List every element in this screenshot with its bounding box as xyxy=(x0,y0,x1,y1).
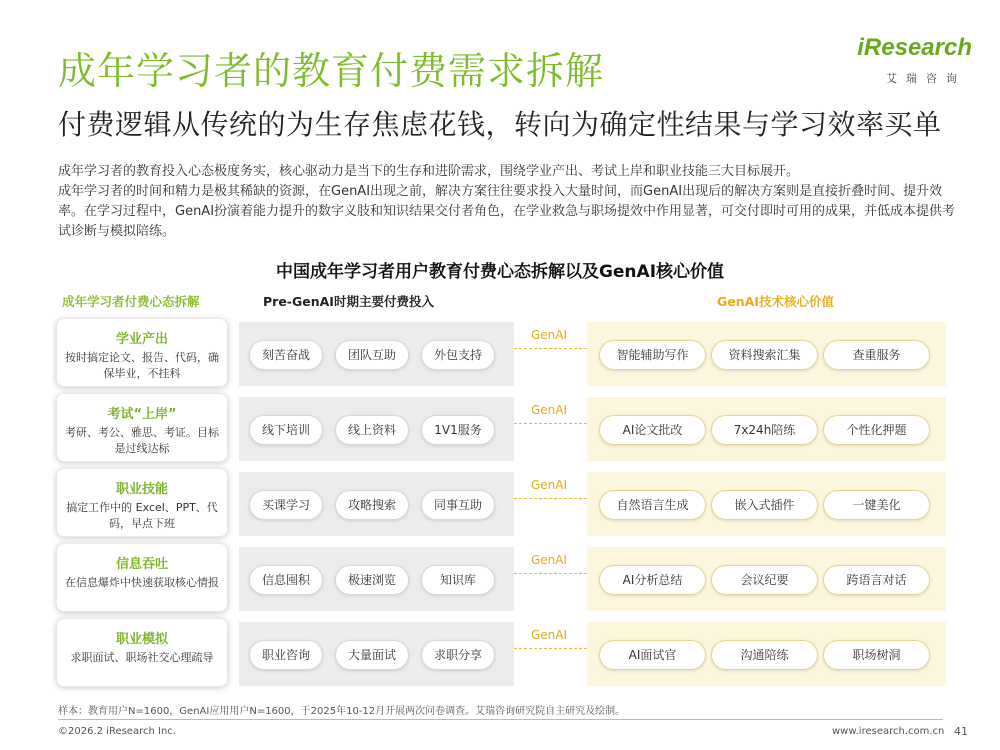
genai-connector-line xyxy=(514,648,587,649)
genai-connector-label: GenAI xyxy=(531,328,568,342)
pre-genai-band xyxy=(239,547,514,611)
chart-title: 中国成年学习者用户教育付费心态拆解以及GenAI核心价值 xyxy=(275,262,725,282)
pre-genai-pill: 求职分享 xyxy=(421,640,495,670)
mindset-name: 职业技能 xyxy=(115,482,168,497)
iresearch-logo xyxy=(857,34,972,96)
pre-genai-pill: 极速浏览 xyxy=(335,565,409,595)
genai-connector-label: GenAI xyxy=(531,553,568,567)
genai-value-pill: 嵌入式插件 xyxy=(711,490,818,520)
genai-value-pill: 会议纪要 xyxy=(711,565,818,595)
intro-paragraph-2: 成年学习者的时间和精力是极其稀缺的资源，在GenAI出现之前，解决方案往往要求投入大量时间，而GenAI出现后的解决方案则是直接折叠时间、提升效率。在学习过程中，GenAI扮演着能力提升的数字义肢和知识结果交付者角色，在学业救急与职场提效中作用显著，可交付即时可用的成果，并低成本提供考试诊断与模拟陪练。 xyxy=(58,184,956,239)
pre-genai-pill: 攻略搜索 xyxy=(335,490,409,520)
mindset-name: 信息吞吐 xyxy=(115,557,168,572)
logo-brand: iResearch xyxy=(857,34,972,61)
pre-genai-pill: 线上资料 xyxy=(335,415,409,445)
genai-connector-line xyxy=(514,498,587,499)
mindset-card xyxy=(56,543,228,612)
genai-value-pill: 资料搜索汇集 xyxy=(711,340,818,370)
pre-genai-pill: 大量面试 xyxy=(335,640,409,670)
pre-genai-pill: 刻苦奋战 xyxy=(249,340,323,370)
pre-genai-pill: 职业咨询 xyxy=(249,640,323,670)
mindset-desc: 在信息爆炸中快速获取核心情报 xyxy=(65,576,219,589)
page-number: 41 xyxy=(954,725,968,738)
genai-value-band xyxy=(587,547,946,611)
mindset-desc: 求职面试、职场社交心理疏导 xyxy=(70,651,214,664)
pre-genai-band xyxy=(239,622,514,686)
genai-value-band xyxy=(587,322,946,386)
mindset-desc: 考研、考公、雅思、考证。目标是过线达标 xyxy=(65,426,219,455)
breakdown-row xyxy=(56,543,946,612)
genai-value-pill: 自然语言生成 xyxy=(599,490,706,520)
breakdown-rows xyxy=(56,318,946,693)
genai-value-pill: 职场树洞 xyxy=(823,640,930,670)
genai-value-pill: AI面试官 xyxy=(599,640,706,670)
footer-divider xyxy=(58,719,943,720)
genai-connector-label: GenAI xyxy=(531,478,568,492)
genai-value-pill: AI论文批改 xyxy=(599,415,706,445)
pre-genai-pill: 信息囤积 xyxy=(249,565,323,595)
genai-value-pill: 个性化押题 xyxy=(823,415,930,445)
mindset-name: 职业模拟 xyxy=(115,632,168,647)
genai-value-band xyxy=(587,622,946,686)
genai-connector-line xyxy=(514,573,587,574)
logo-chinese: 艾瑞咨询 xyxy=(886,72,966,85)
page-subtitle: 付费逻辑从传统的为生存焦虑花钱，转向为确定性结果与学习效率买单 xyxy=(58,108,942,141)
pre-genai-pill: 外包支持 xyxy=(421,340,495,370)
genai-value-pill: 7x24h陪练 xyxy=(711,415,818,445)
genai-value-pill: 一键美化 xyxy=(823,490,930,520)
genai-value-pill: 沟通陪练 xyxy=(711,640,818,670)
genai-value-pill: AI分析总结 xyxy=(599,565,706,595)
breakdown-row xyxy=(56,318,946,387)
pre-genai-pill: 1V1服务 xyxy=(421,415,495,445)
genai-value-pill: 跨语言对话 xyxy=(823,565,930,595)
page-title: 成年学习者的教育付费需求拆解 xyxy=(58,49,605,93)
mindset-card xyxy=(56,618,228,687)
mindset-name: 考试“上岸” xyxy=(107,407,177,422)
mindset-card xyxy=(56,318,228,387)
website-link: www.iresearch.com.cn xyxy=(832,726,945,737)
genai-value-pill: 智能辅助写作 xyxy=(599,340,706,370)
column-header-pre-genai: Pre-GenAI时期主要付费投入 xyxy=(263,294,434,309)
intro-text xyxy=(58,162,958,242)
breakdown-row xyxy=(56,393,946,462)
genai-connector-line xyxy=(514,423,587,424)
intro-paragraph-1: 成年学习者的教育投入心态极度务实，核心驱动力是当下的生存和进阶需求，围绕学业产出、考试上岸和职业技能三大目标展开。 xyxy=(58,164,800,179)
pre-genai-pill: 团队互助 xyxy=(335,340,409,370)
mindset-desc: 搞定工作中的 Excel、PPT、代码，早点下班 xyxy=(66,501,218,530)
pre-genai-pill: 买课学习 xyxy=(249,490,323,520)
genai-connector-label: GenAI xyxy=(531,628,568,642)
pre-genai-band xyxy=(239,397,514,461)
genai-value-band xyxy=(587,397,946,461)
column-header-mindset: 成年学习者付费心态拆解 xyxy=(62,294,200,309)
genai-value-band xyxy=(587,472,946,536)
genai-value-pill: 查重服务 xyxy=(823,340,930,370)
mindset-desc: 按时搞定论文、报告、代码，确保毕业，不挂科 xyxy=(65,351,219,380)
mindset-card xyxy=(56,468,228,537)
genai-connector-label: GenAI xyxy=(531,403,568,417)
pre-genai-pill: 线下培训 xyxy=(249,415,323,445)
mindset-name: 学业产出 xyxy=(115,332,168,347)
genai-connector-line xyxy=(514,348,587,349)
breakdown-row xyxy=(56,618,946,687)
pre-genai-pill: 同事互助 xyxy=(421,490,495,520)
pre-genai-pill: 知识库 xyxy=(421,565,495,595)
copyright: ©2026.2 iResearch Inc. xyxy=(58,726,176,737)
pre-genai-band xyxy=(239,322,514,386)
breakdown-row xyxy=(56,468,946,537)
mindset-card xyxy=(56,393,228,462)
pre-genai-band xyxy=(239,472,514,536)
sample-footnote: 样本：教育用户N=1600，GenAI应用用户N=1600，于2025年10-12月开展两次问卷调查。艾瑞咨询研究院自主研究及绘制。 xyxy=(58,706,626,717)
column-header-genai-value: GenAI技术核心价值 xyxy=(717,294,834,309)
